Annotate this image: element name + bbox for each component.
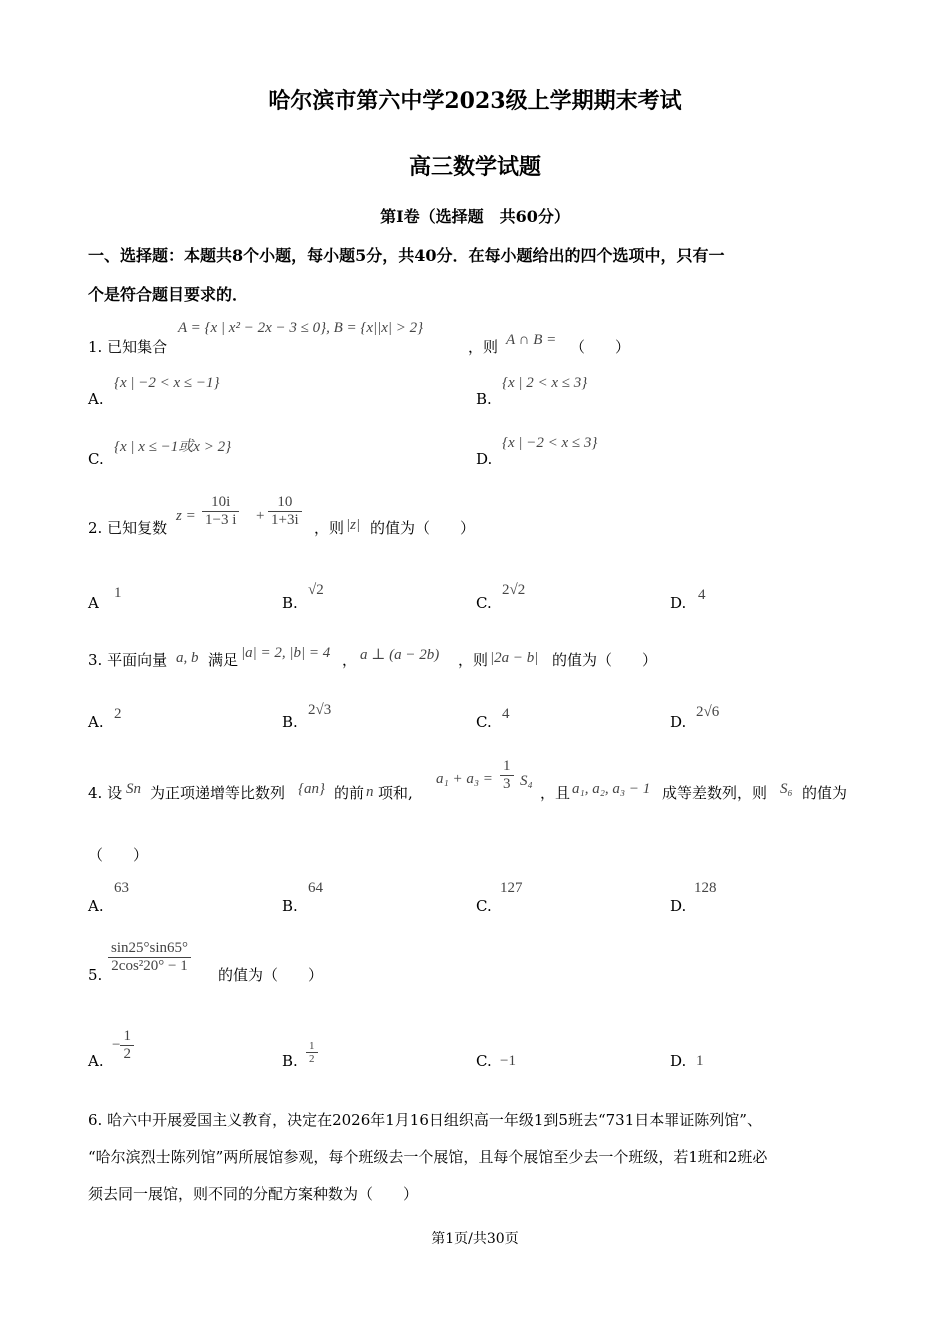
- q2-option-b-label: B.: [282, 594, 298, 612]
- question-2-prefix: 2. 已知复数: [88, 519, 168, 537]
- question-4-stem-b: 的前: [334, 784, 365, 802]
- question-4-eq-left: a₁ + a₃ =: [436, 771, 493, 787]
- q4-option-d-text: 128: [694, 880, 717, 896]
- q5-frac-denominator: 2cos²20° − 1: [108, 957, 191, 975]
- q4-option-d-label: D.: [670, 897, 687, 915]
- question-2-then: ，则: [314, 519, 345, 537]
- q1-option-a-label: A.: [88, 390, 104, 408]
- q2-option-a-label: A: [88, 594, 99, 612]
- question-1-paren: （ ）: [570, 338, 631, 356]
- school-title: 哈尔滨市第六中学2023级上学期期末考试: [268, 88, 682, 114]
- q2-frac2-numerator: 10: [277, 494, 293, 510]
- question-4-stem-e: 成等差数列，则: [662, 784, 768, 802]
- q5-option-c-label: C.: [476, 1052, 492, 1070]
- q3-option-b-text: 2√3: [308, 702, 332, 718]
- question-6-line2: “哈尔滨烈士陈列馆”两所展馆参观，每个班级去一个展馆，且每个展馆至少去一个班级，若1班和2班必: [88, 1148, 768, 1166]
- q5-option-c-text: −1: [500, 1053, 516, 1069]
- q1-option-d-text: {x | −2 < x ≤ 3}: [502, 435, 598, 451]
- question-4-stem-f: 的值为: [802, 784, 848, 802]
- q2-option-c-text: 2√2: [502, 582, 526, 598]
- q2-frac1-numerator: 10i: [211, 494, 231, 510]
- q5-option-b-denominator: 2: [306, 1052, 318, 1065]
- question-4-stem-a: 为正项递增等比数列: [150, 784, 286, 802]
- q4-option-c-text: 127: [500, 880, 523, 896]
- question-1-sets: A = {x | x² − 2x − 3 ≤ 0}, B = {x||x| > 2}: [178, 320, 424, 336]
- q5-option-b-value: [306, 1040, 318, 1065]
- q2-option-b-text: √2: [308, 582, 324, 598]
- q5-option-a-numerator: 1: [123, 1028, 131, 1044]
- question-4-n: n: [366, 784, 374, 800]
- question-2-abs-z: |z|: [346, 517, 361, 533]
- q4-option-a-label: A.: [88, 897, 104, 915]
- question-3-cond1: |a| = 2, |b| = 4: [241, 645, 331, 661]
- question-3-expr: |2a − b|: [490, 650, 539, 666]
- q1-option-b-text: {x | 2 < x ≤ 3}: [502, 375, 588, 391]
- question-4-seq: a₁, a₂, a₃ − 1: [572, 781, 651, 797]
- q3-option-a-label: A.: [88, 713, 104, 731]
- question-2-plus: +: [256, 508, 265, 524]
- q2-frac1-denominator: 1−3 i: [202, 511, 239, 529]
- question-3-then: ，则: [458, 651, 489, 669]
- q5-option-b-numerator: 1: [309, 1040, 315, 1052]
- q5-option-b-label: B.: [282, 1052, 298, 1070]
- question-2-end: 的值为（ ）: [370, 519, 476, 537]
- question-3-vars: a, b: [176, 650, 199, 666]
- question-1-prefix: 1. 已知集合: [88, 338, 168, 356]
- q3-option-b-label: B.: [282, 713, 298, 731]
- section-instructions-line2: 个是符合题目要求的．: [88, 285, 249, 304]
- question-5-fraction: [108, 940, 191, 975]
- question-4-stem-c: 项和,: [378, 784, 413, 802]
- page-footer: 第1页/共30页: [431, 1231, 519, 1247]
- q2-option-c-label: C.: [476, 594, 492, 612]
- q5-option-a-label: A.: [88, 1052, 104, 1070]
- q3-option-c-label: C.: [476, 713, 492, 731]
- q4-option-b-text: 64: [308, 880, 323, 896]
- question-1-then: ，则: [468, 338, 499, 356]
- q5-frac-numerator: sin25°sin65°: [111, 940, 189, 956]
- q1-option-c-label: C.: [88, 450, 104, 468]
- q3-option-d-text: 2√6: [696, 704, 720, 720]
- question-6-line1: 6. 哈六中开展爱国主义教育，决定在2026年1月16日组织高一年级1到5班去“731日本罪证陈列馆”、: [88, 1111, 762, 1129]
- q4-option-a-text: 63: [114, 880, 129, 896]
- q5-option-a-value: [112, 1028, 134, 1063]
- question-3-end: 的值为（ ）: [552, 651, 658, 669]
- question-6-line3: 须去同一展馆，则不同的分配方案种数为（ ）: [88, 1185, 419, 1203]
- q5-option-d-label: D.: [670, 1052, 687, 1070]
- q2-option-d-label: D.: [670, 594, 687, 612]
- subject-title: 高三数学试题: [408, 154, 541, 180]
- question-4-stem-d: ，且: [540, 784, 571, 802]
- volume-title: 第I卷（选择题 共60分）: [380, 207, 570, 226]
- q4-option-b-label: B.: [282, 897, 298, 915]
- q2-option-d-text: 4: [698, 587, 706, 603]
- q1-option-a-text: {x | −2 < x ≤ −1}: [114, 375, 220, 391]
- question-2-z-eq: z =: [176, 508, 196, 524]
- question-3-cond2: a ⊥ (a − 2b): [360, 647, 440, 663]
- question-4-an: {an}: [298, 781, 325, 797]
- q1-option-c-text: {x | x ≤ −1或x > 2}: [114, 439, 232, 455]
- q4-option-c-label: C.: [476, 897, 492, 915]
- question-4-paren: （ ）: [88, 846, 149, 864]
- question-2-fraction-1: [202, 494, 239, 529]
- question-4-s6: S₆: [780, 781, 793, 797]
- question-4-prefix: 4. 设: [88, 784, 123, 802]
- question-3-comma: ，: [342, 651, 358, 669]
- question-4-s4: S₄: [520, 773, 533, 789]
- question-1-expr: A ∩ B =: [506, 332, 557, 348]
- q2-option-a-text: 1: [114, 585, 122, 601]
- q2-frac2-denominator: 1+3i: [268, 511, 302, 529]
- q4-frac-denominator: 3: [500, 775, 514, 793]
- q1-option-b-label: B.: [476, 390, 492, 408]
- question-5-end: 的值为（ ）: [218, 966, 324, 984]
- q5-option-a-denominator: 2: [120, 1045, 134, 1063]
- question-5-prefix: 5.: [88, 966, 103, 984]
- q3-option-c-text: 4: [502, 706, 510, 722]
- question-4-sn: Sn: [126, 781, 141, 797]
- question-3-prefix: 3. 平面向量: [88, 651, 168, 669]
- question-4-fraction: [500, 758, 514, 793]
- question-2-fraction-2: [268, 494, 302, 529]
- q5-option-a-minus: −: [112, 1037, 121, 1053]
- section-instructions-line1: 一、选择题：本题共8个小题，每小题5分，共40分．在每小题给出的四个选项中，只有一: [88, 246, 725, 265]
- question-3-satisfy: 满足: [208, 651, 239, 669]
- q5-option-d-text: 1: [696, 1053, 704, 1069]
- q3-option-d-label: D.: [670, 713, 687, 731]
- q1-option-d-label: D.: [476, 450, 493, 468]
- q4-frac-numerator: 1: [503, 758, 511, 774]
- q3-option-a-text: 2: [114, 706, 122, 722]
